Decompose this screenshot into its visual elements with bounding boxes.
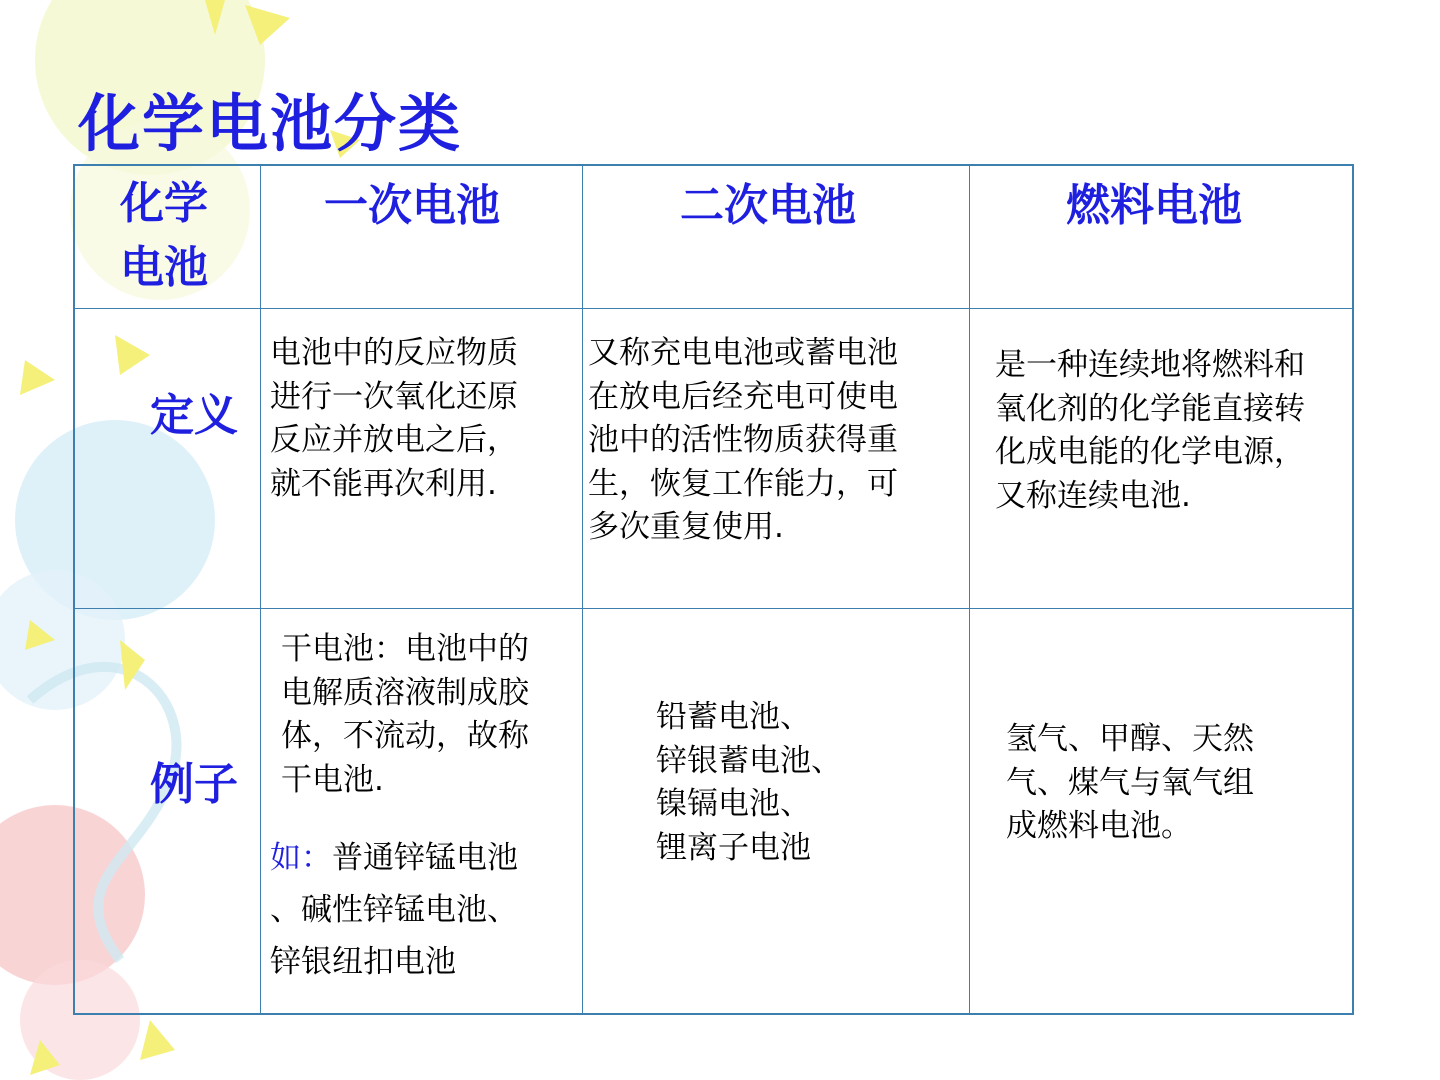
text-line: 化成电能的化学电源， xyxy=(995,434,1305,470)
example-secondary xyxy=(656,696,842,870)
corner-header xyxy=(120,172,208,300)
text-line: 锂离子电池 xyxy=(656,829,811,866)
page-title: 化学电池分类 xyxy=(78,87,463,160)
column-header-secondary: 二次电池 xyxy=(680,180,856,231)
text-line: 生，恢复工作能力，可 xyxy=(588,465,898,502)
text-line: 电解质溶液制成胶 xyxy=(281,674,529,711)
text-line: 氧化剂的化学能直接转 xyxy=(995,390,1305,427)
text-line: 锌银蓄电池、 xyxy=(656,742,842,779)
column-header-primary: 一次电池 xyxy=(324,180,500,231)
column-header-fuel: 燃料电池 xyxy=(1066,180,1242,231)
definition-primary xyxy=(270,332,518,506)
battery-classification-table xyxy=(73,164,1354,1015)
text-line: 电池中的反应物质 xyxy=(270,335,518,371)
text-line: 气、煤气与氧气组 xyxy=(1006,764,1254,801)
text-line: 池中的活性物质获得重 xyxy=(588,422,898,458)
text-line: 铅蓄电池、 xyxy=(656,699,811,735)
text-line: 、碱性锌锰电池、 xyxy=(270,892,518,928)
text-line: 反应并放电之后， xyxy=(270,422,518,458)
example-fuel xyxy=(1006,718,1254,849)
text-line: 多次重复使用. xyxy=(588,509,784,545)
grid-hline-2 xyxy=(75,608,1352,609)
decor-triangle-8 xyxy=(140,1020,175,1060)
text-line: 又称充电电池或蓄电池 xyxy=(588,335,898,371)
grid-vline-2 xyxy=(582,166,583,1013)
corner-header-line: 化学 xyxy=(120,178,208,229)
text-line xyxy=(270,832,518,884)
text-line: 镍镉电池、 xyxy=(656,786,811,822)
row-label-definition: 定义 xyxy=(150,390,238,441)
grid-vline-3 xyxy=(969,166,970,1013)
text-line: 是一种连续地将燃料和 xyxy=(995,347,1305,383)
text-line: 体，不流动，故称 xyxy=(281,718,529,754)
example-item: 普通锌锰电池 xyxy=(332,840,518,876)
text-line: 锌银纽扣电池 xyxy=(270,944,456,980)
grid-vline-1 xyxy=(260,166,261,1013)
text-line: 干电池：电池中的 xyxy=(281,631,529,667)
definition-fuel xyxy=(995,344,1305,518)
example-primary-description xyxy=(281,628,529,802)
text-line: 在放电后经充电可使电 xyxy=(588,378,898,415)
text-line: 又称连续电池. xyxy=(995,477,1191,514)
text-line: 氢气、甲醇、天然 xyxy=(1006,721,1254,757)
text-line: 进行一次氧化还原 xyxy=(270,378,518,415)
example-prefix: 如： xyxy=(270,840,332,876)
corner-header-line: 电池 xyxy=(120,242,208,293)
decor-triangle-4 xyxy=(20,360,55,395)
example-primary-list xyxy=(270,832,518,988)
text-line: 就不能再次利用. xyxy=(270,465,497,502)
text-line: 干电池. xyxy=(281,761,384,798)
row-label-example: 例子 xyxy=(150,759,238,810)
definition-secondary xyxy=(588,332,898,550)
text-line: 成燃料电池。 xyxy=(1006,808,1192,844)
grid-hline-1 xyxy=(75,308,1352,309)
